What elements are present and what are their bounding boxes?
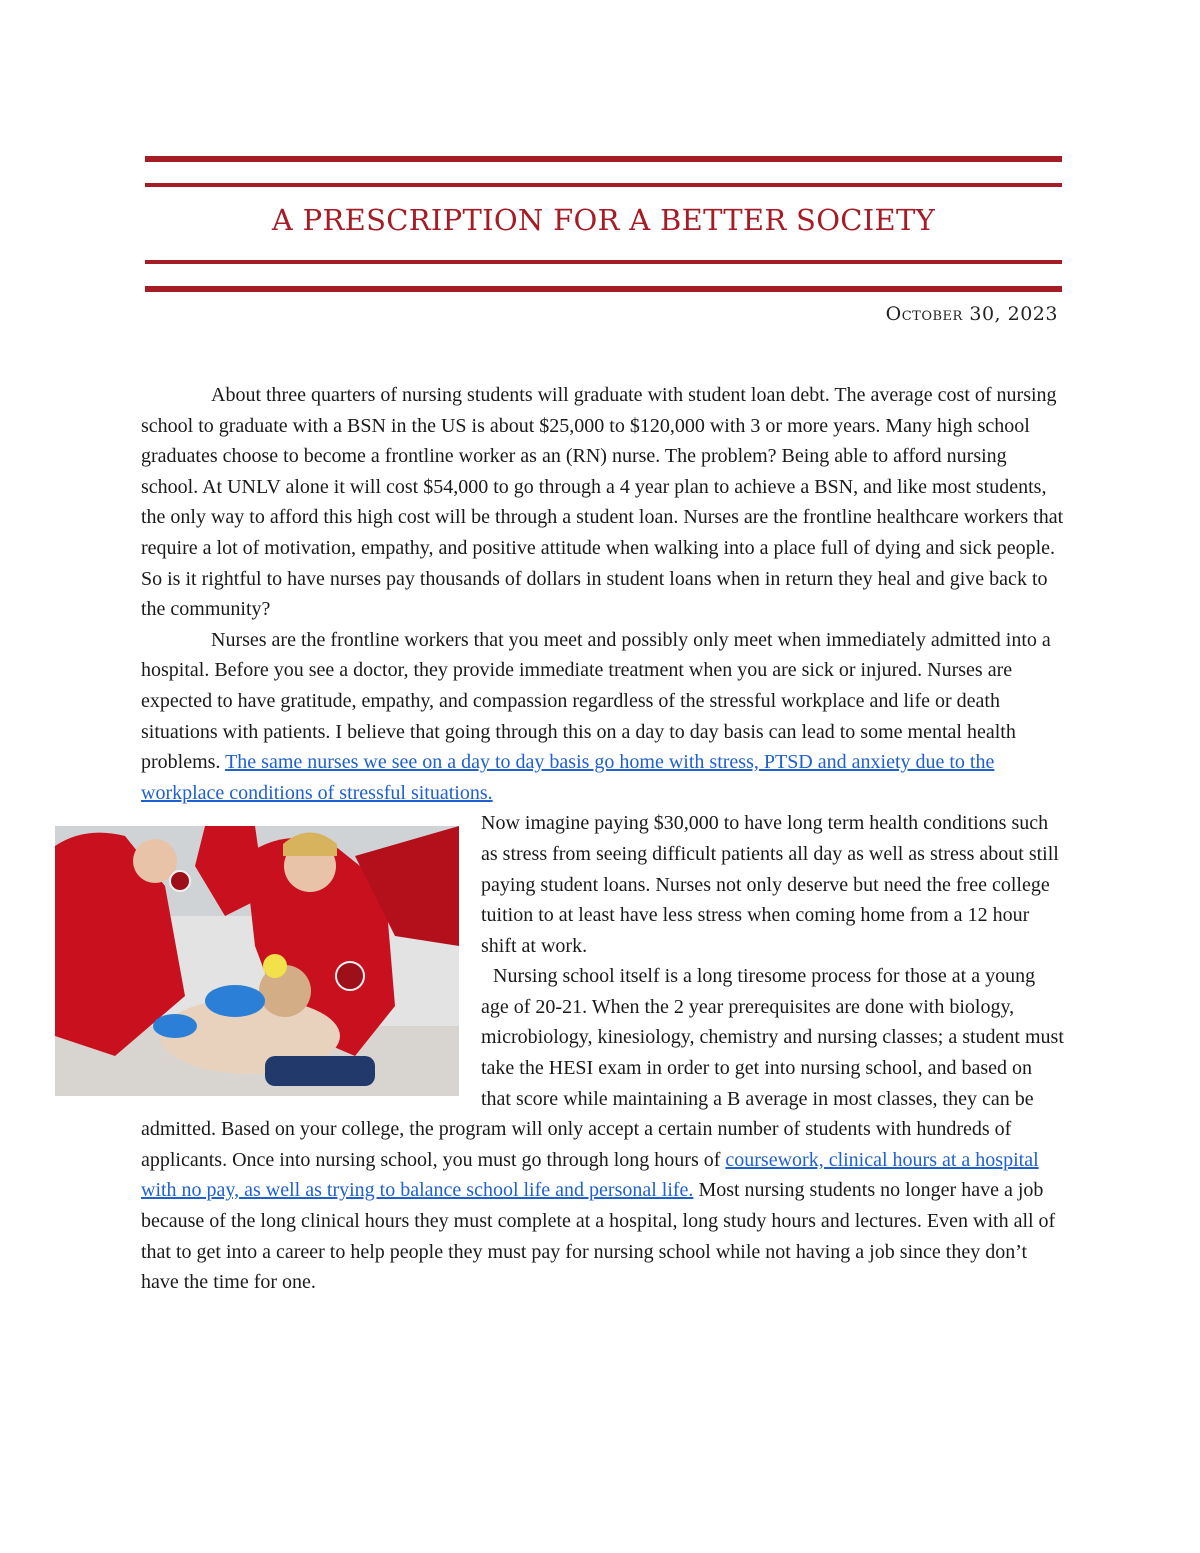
header-rule-upper bbox=[145, 183, 1062, 187]
coursework-link[interactable]: coursework, clinical hours at a hospital with no pay, as well as trying to balance school life and personal life. bbox=[141, 1148, 1039, 1202]
document-date: October 30, 2023 bbox=[885, 303, 1058, 325]
header-rule-top bbox=[145, 156, 1062, 162]
paragraph-2 bbox=[141, 625, 1065, 809]
paragraph-2-continued: Now imagine paying $30,000 to have long term health conditions such as stress from seeing difficult patients all day as well as stress about still paying student loans. Nurses not only deserve but need the free college tuition to at least have less stress when coming home from a 12 hour shift at work. bbox=[481, 812, 1059, 957]
nursing-students-photo bbox=[55, 826, 459, 1096]
header-rule-bottom bbox=[145, 286, 1062, 292]
paragraph-2-text-start: Nurses are the frontline workers that you meet and possibly only meet when immediately admitted into a hospital. Before you see a doctor, they provide immediate treatment when you are sick or injured. Nurses are expected to have gratitude, empathy, and compassion regardless of the stressful workplace and life or death situations with patients. I believe that going through this on a day to day basis can lead to some mental health problems. bbox=[141, 628, 1051, 774]
stress-ptsd-link[interactable]: The same nurses we see on a day to day basis go home with stress, PTSD and anxiety due to the workplace conditions of stressful situations. bbox=[141, 751, 995, 804]
paragraph-3-text-start: Nursing school itself is a long tiresome process for those at a young age of 20-21. When the 2 year prerequisites are done with biology, microbiology, kinesiology, chemistry and nursing classes; a student must take the HESI exam in order to get into nursing school, and based on that score while maintaining a B average in most classes, they can be admitted. Based on your college, the program will only accept a certain number of students with hundreds of applicants. Once into nursing school, you must go through long hours of bbox=[141, 965, 1064, 1171]
header-rule-lower bbox=[145, 260, 1062, 264]
document-title: A PRESCRIPTION FOR A BETTER SOCIETY bbox=[271, 203, 936, 237]
cpr-training-illustration bbox=[55, 826, 459, 1096]
paragraph-3-text-end: Most nursing students no longer have a job because of the long clinical hours they must complete at a hospital, long study hours and lectures. Even with all of that to get into a career to help people they must pay for nursing school while not having a job since they don’t have the time for one. bbox=[141, 1179, 1056, 1294]
article-body bbox=[141, 380, 1065, 1298]
paragraph-1: About three quarters of nursing students will graduate with student loan debt. The average cost of nursing school to graduate with a BSN in the US is about $25,000 to $120,000 with 3 or more years. Many high school graduates choose to become a frontline worker as an (RN) nurse. The problem? Being able to afford nursing school. At UNLV alone it will cost $54,000 to go through a 4 year plan to achieve a BSN, and like most students, the only way to afford this high cost will be through a student loan. Nurses are the frontline healthcare workers that require a lot of motivation, empathy, and positive attitude when walking into a place full of dying and sick people. So is it rightful to have nurses pay thousands of dollars in student loans when in return they heal and give back to the community? bbox=[141, 384, 1064, 621]
